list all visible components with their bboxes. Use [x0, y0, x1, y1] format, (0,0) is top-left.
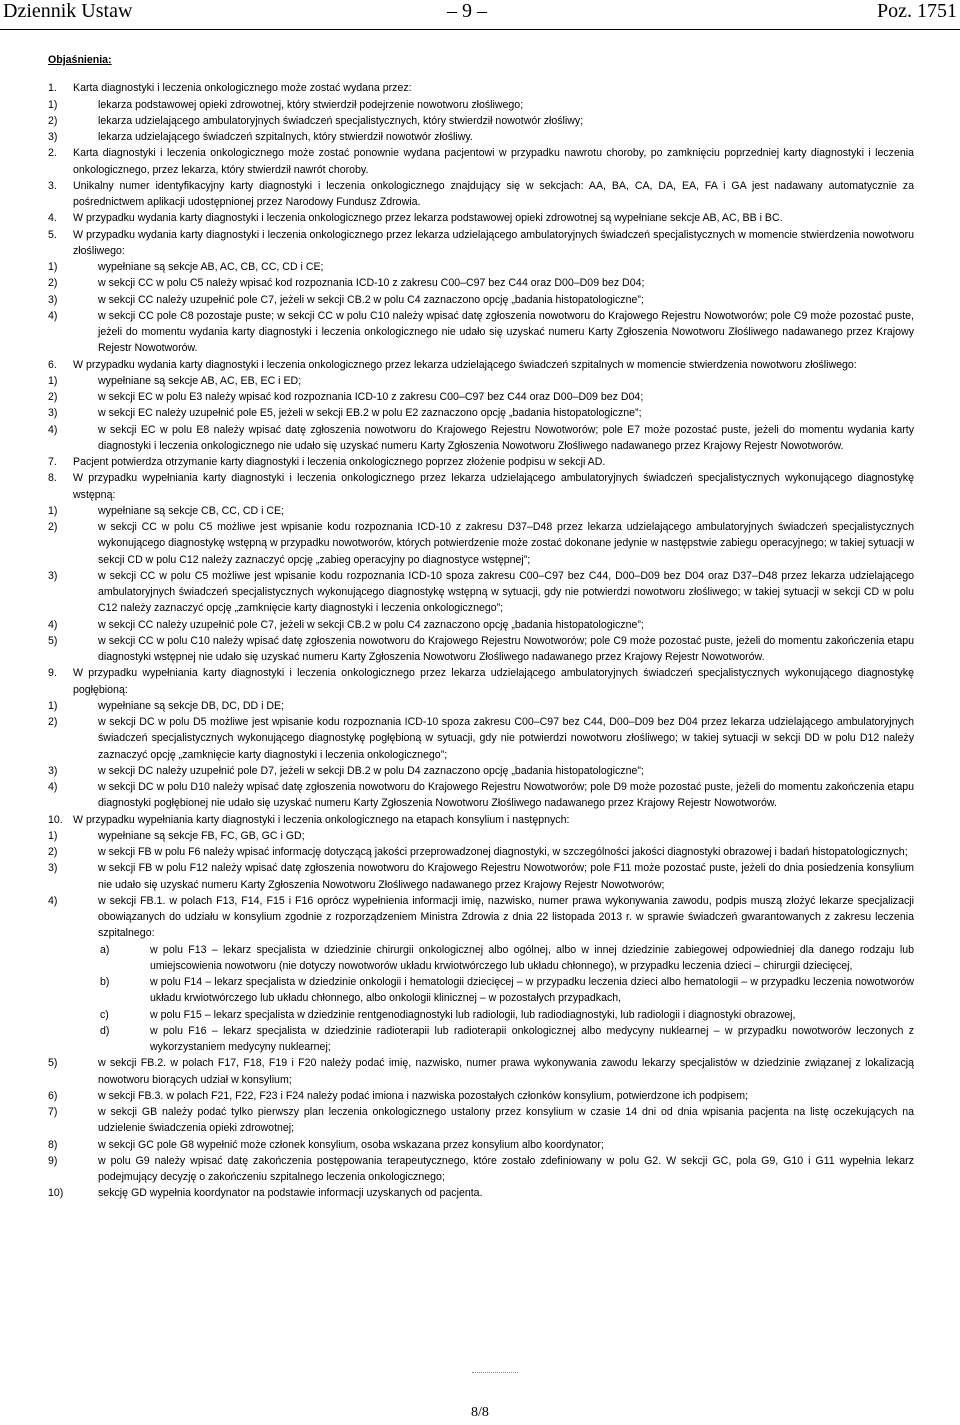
item-number: 6. — [48, 358, 57, 371]
sub-item — [48, 129, 914, 145]
sub-item-text: lekarza podstawowej opieki zdrowotnej, który stwierdził podejrzenie nowotworu złośliwego; — [98, 98, 524, 111]
sub-item-number: 2) — [48, 114, 58, 127]
item-text: Karta diagnostyki i leczenia onkologicznego może zostać wydana przez: — [73, 82, 412, 95]
sub-item-text: w sekcji CC pole C8 pozostaje puste; w sekcji CC w polu C10 należy wpisać datę zgłoszenia nowotworu do Krajowego Rejestru Nowotworów; pole C9 może pozostać puste, jeżeli do momentu wydania karty diagnostyki i leczenia onkologicznego nie udało się uzyskać numeru Karty Zgłoszenia Nowotworu Złośliwego nadawanego przez Krajowy Rejestr Nowotworów. — [98, 309, 914, 355]
sub-item-text: wypełniane są sekcje AB, AC, CB, CC, CD i CE; — [98, 261, 324, 273]
footer-separator — [472, 1372, 518, 1373]
sub-item — [48, 1137, 914, 1153]
page-header — [0, 0, 960, 30]
sub-item — [48, 828, 914, 844]
sub-item-number: 10) — [48, 1187, 64, 1200]
sub-item-text: wypełniane są sekcje FB, FC, GB, GC i GD; — [98, 829, 305, 842]
letter-item-text: w polu F15 – lekarz specjalista w dziedzinie rentgenodiagnostyki lub radiologii, lub radiodiagnostyki, lub radiologii i diagnostyki obrazowej, — [150, 1008, 796, 1021]
sub-item-number: 4) — [48, 618, 58, 631]
sub-item — [48, 779, 914, 812]
sub-item — [48, 1104, 914, 1137]
sub-item-number: 3) — [48, 293, 58, 306]
item-text: W przypadku wypełniania karty diagnostyki i leczenia onkologicznego na etapach konsylium i następnych: — [73, 813, 570, 826]
item-number: 3. — [48, 179, 57, 192]
list-item — [48, 145, 914, 178]
sub-item-text: wypełniane są sekcje AB, AC, EB, EC i ED; — [98, 374, 302, 387]
sub-item — [48, 308, 914, 357]
sub-item-number: 9) — [48, 1154, 58, 1167]
sub-item-number: 4) — [48, 894, 58, 907]
sub-item — [48, 844, 914, 860]
sub-item — [48, 275, 914, 291]
sub-item — [48, 422, 914, 455]
sub-item-number: 6) — [48, 1089, 58, 1102]
letter-item-text: w polu F13 – lekarz specjalista w dziedzinie chirurgii onkologicznej albo ogólnej, albo w innej dziedzinie zabiegowej odpowiedniej dla danego rodzaju lub umiejscowienia nowotworu (nie dotyczy nowotworów układu krwiotwórczego lub układu chłonnego), w przypadku leczenia dzieci – chirurgii dziecięcej, — [150, 943, 914, 972]
sub-item-text: w sekcji FB w polu F6 należy wpisać informację dotyczącą jakości przeprowadzonej diagnostyki, w szczególności jakości diagnostyki obrazowej i badań histopatologicznych; — [98, 846, 908, 858]
sub-item — [48, 860, 914, 893]
sub-item-number: 5) — [48, 634, 58, 647]
list-item — [48, 210, 914, 226]
sub-item-number: 4) — [48, 781, 58, 793]
letter-item — [48, 1023, 914, 1056]
sub-item-number: 2) — [48, 391, 58, 403]
sub-item-text: w sekcji DC w polu D10 należy wpisać datę zgłoszenia nowotworu do Krajowego Rejestru Nowotworów; pole D9 może pozostać puste, jeżeli do momentu zakończenia etapu diagnostyki pogłębionej nie udało się uzyskać numeru Karty Zgłoszenia Nowotworu Złośliwego nadawanego przez Krajowy Rejestr Nowotworów. — [98, 781, 914, 810]
sub-item-text: w sekcji CC należy uzupełnić pole C7, jeżeli w sekcji CB.2 w polu C4 zaznaczono opcję „badania histopatologiczne”; — [98, 618, 644, 631]
sub-item-text: w sekcji FB.3. w polach F21, F22, F23 i F24 należy podać imiona i nazwiska pozostałych członków konsylium, potwierdzone ich podpisem; — [98, 1089, 749, 1102]
list-item — [48, 227, 914, 260]
sub-item-text: w sekcji DC należy uzupełnić pole D7, jeżeli w sekcji DB.2 w polu D4 zaznaczono opcję „badania histopatologiczne”; — [98, 764, 644, 777]
sub-item — [48, 568, 914, 617]
sub-item-text: w sekcji DC w polu D5 możliwe jest wpisanie kodu rozpoznania ICD-10 spoza zakresu C00–C97 bez C44, D00–D09 bez D04 przez lekarza udzielającego ambulatoryjnych świadczeń specjalistycznych wykonującego diagnostykę pogłębioną w sytuacji, gdy nie potwierdzi nowotworu złośliwego; w takiej sytuacji w sekcji DD w polu D12 należy zaznaczyć opcję „zamknięcie karty diagnostyki i leczenia onkologicznego”; — [98, 716, 914, 761]
sub-item — [48, 714, 914, 763]
letter-item-label: a) — [100, 943, 110, 956]
letter-item — [48, 942, 914, 975]
journal-title: Dziennik Ustaw — [3, 0, 133, 22]
sub-item-number: 2) — [48, 716, 58, 728]
sub-item — [48, 893, 914, 942]
sub-item-text: w polu G9 należy wpisać datę zakończenia postępowania terapeutycznego, które zostało zdefiniowany w polu G2. W sekcji GC, pola G9, G10 i G11 wypełnia lekarz podejmujący decyzję o zakończeniu szpitalnego leczenia onkologicznego; — [98, 1154, 914, 1183]
sub-item-number: 4) — [48, 423, 58, 436]
sub-item-text: w sekcji EC należy uzupełnić pole E5, jeżeli w sekcji EB.2 w polu E2 zaznaczono opcję „badania histopatologiczne”; — [98, 407, 642, 420]
sub-item-number: 3) — [48, 764, 58, 777]
sub-item-text: w sekcji CC w polu C5 należy wpisać kod rozpoznania ICD-10 z zakresu C00–C97 bez C44 oraz D00–D09 bez D04; — [98, 277, 645, 290]
sub-item-text: w sekcji FB w polu F12 należy wpisać datę zgłoszenia nowotworu do Krajowego Rejestru Nowotworów; pole F11 może pozostać puste, jeżeli do dnia posiedzenia konsylium nie udało się uzyskać numeru Karty Zgłoszenia Nowotworu Złośliwego nadawanego przez Krajowy Rejestr Nowotworów; — [98, 862, 914, 891]
sub-item — [48, 1153, 914, 1186]
sub-item-text: sekcję GD wypełnia koordynator na podstawie informacji uzyskanych od pacjenta. — [98, 1187, 483, 1200]
sub-item-text: wypełniane są sekcje DB, DC, DD i DE; — [98, 699, 285, 712]
sub-item — [48, 1088, 914, 1104]
list-item — [48, 665, 914, 698]
sub-item-number: 1) — [48, 699, 58, 712]
sub-item-text: w sekcji EC w polu E3 należy wpisać kod rozpoznania ICD-10 z zakresu C00–C97 bez C44 oraz D00–D09 bez D04; — [98, 391, 644, 403]
sub-item — [48, 259, 914, 275]
item-number: 10. — [48, 813, 63, 826]
sub-item-text: w sekcji CC w polu C5 możliwe jest wpisanie kodu rozpoznania ICD-10 spoza zakresu C00–C97 bez C44, D00–D09 bez D04 oraz D37–D48 przez lekarza udzielającego ambulatoryjnych świadczeń specjalistycznych wykonującego diagnostykę wstępną w sytuacji, gdy nie potwierdzi nowotworu złośliwego; w takiej sytuacji w sekcji CD w polu C12 należy zaznaczyć opcję „zamknięcie karty diagnostyki i leczenia onkologicznego”; — [98, 569, 914, 615]
sub-item-number: 7) — [48, 1106, 58, 1118]
list-item — [48, 357, 914, 373]
sub-item-number: 4) — [48, 309, 58, 322]
letter-item-text: w polu F16 – lekarz specjalista w dziedzinie radioterapii lub radioterapii onkologicznej albo medycyny nuklearnej – w przypadku nowotworów leczonych z wykorzystaniem medycyny nuklearnej; — [150, 1024, 914, 1053]
item-number: 1. — [48, 82, 57, 95]
sub-item-text: w sekcji CC należy uzupełnić pole C7, jeżeli w sekcji CB.2 w polu C4 zaznaczono opcję „badania histopatologiczne”; — [98, 293, 644, 306]
letter-item-label: d) — [100, 1024, 110, 1037]
sub-item-number: 1) — [48, 504, 58, 517]
item-text: Unikalny numer identyfikacyjny karty diagnostyki i leczenia onkologicznego znajdujący się w sekcjach: AA, BA, CA, DA, EA, FA i GA jest nadawany automatycznie za pośrednictwem aplikacji udostępnionej przez Narodowy Fundusz Zdrowia. — [73, 179, 914, 208]
sub-item — [48, 389, 914, 405]
item-text: W przypadku wydania karty diagnostyki i leczenia onkologicznego przez lekarza udzielającego świadczeń szpitalnych w momencie stwierdzenia nowotworu złośliwego: — [73, 358, 857, 371]
sub-item — [48, 97, 914, 113]
sub-item-text: lekarza udzielającego świadczeń szpitalnych, który stwierdził nowotwór złośliwy. — [98, 131, 473, 143]
item-text: Pacjent potwierdza otrzymanie karty diagnostyki i leczenia onkologicznego poprzez złożenie podpisu w sekcji AD. — [73, 456, 606, 468]
letter-item-text: w polu F14 – lekarz specjalista w dziedzinie onkologii i hematologii dziecięcej – w przypadku leczenia dzieci albo hematologii – w przypadku leczenia nowotworów układu krwiotwórczego lub układu chłonnego, albo onkologii klinicznej – w pozostałych przypadkach, — [150, 976, 914, 1005]
sub-item-number: 3) — [48, 131, 58, 143]
sub-item — [48, 405, 914, 421]
item-text: W przypadku wydania karty diagnostyki i leczenia onkologicznego przez lekarza udzielającego ambulatoryjnych świadczeń specjalistycznych w momencie stwierdzenia nowotworu złośliwego: — [73, 228, 914, 257]
item-number: 2. — [48, 147, 57, 160]
sub-item — [48, 373, 914, 389]
sub-item-number: 2) — [48, 277, 58, 290]
position-number: Poz. 1751 — [877, 0, 957, 22]
section-title: Objaśnienia: — [48, 54, 112, 66]
item-text: W przypadku wypełniania karty diagnostyki i leczenia onkologicznego przez lekarza udzielającego ambulatoryjnych świadczeń specjalistycznych wykonującego diagnostykę pogłębioną: — [73, 667, 914, 696]
explanations-section — [48, 52, 914, 1202]
sub-item — [48, 519, 914, 568]
sub-item — [48, 633, 914, 666]
sub-item — [48, 763, 914, 779]
list-item — [48, 178, 914, 211]
sub-item-number: 1) — [48, 98, 58, 111]
sub-item-text: w sekcji CC w polu C10 należy wpisać datę zgłoszenia nowotworu do Krajowego Rejestru Nowotworów; pole C9 może pozostać puste, jeżeli do momentu zakończenia etapu diagnostyki wstępnej nie udało się uzyskać numeru Karty Zgłoszenia Nowotworu Złośliwego nadawanego przez Krajowy Rejestr Nowotworów. — [98, 634, 914, 663]
list-item — [48, 470, 914, 503]
letter-item-label: c) — [100, 1008, 109, 1021]
sub-item-number: 3) — [48, 407, 58, 420]
letter-item — [48, 1007, 914, 1023]
sub-item-text: w sekcji CC w polu C5 możliwe jest wpisanie kodu rozpoznania ICD-10 z zakresu D37–D48 przez lekarza udzielającego ambulatoryjnych świadczeń specjalistycznych wykonującego diagnostykę wstępną w przypadku nowotworów, których potwierdzenie może zostać dokonane jedynie w następstwie zabiegu operacyjnego; w takiej sytuacji w sekcji CD w polu C12 należy zaznaczyć opcję „zabieg operacyjny po diagnostyce wstępnej”; — [98, 521, 914, 566]
explanations-list — [48, 80, 914, 1201]
sub-item — [48, 113, 914, 129]
item-text: W przypadku wydania karty diagnostyki i leczenia onkologicznego przez lekarza podstawowej opieki zdrowotnej są wypełniane sekcje AB, AC, BB i BC. — [73, 212, 783, 225]
sub-item — [48, 292, 914, 308]
sub-item-number: 1) — [48, 829, 58, 842]
page-number: – 9 – — [447, 0, 487, 22]
item-number: 8. — [48, 472, 57, 485]
item-number: 4. — [48, 212, 57, 225]
letter-item — [48, 974, 914, 1007]
sub-item-text: w sekcji FB.1. w polach F13, F14, F15 i F16 oprócz wypełnienia informacji imię, nazwisko, numer prawa wykonywania zawodu, podpis muszą złożyć lekarze specjalizacji obowiązanych do udziału w konsylium zgodnie z rozporządzeniem Ministra Zdrowia z dnia 22 listopada 2013 r. w sprawie świadczeń gwarantowanych z zakresu leczenia szpitalnego: — [98, 894, 914, 940]
sub-item-text: w sekcji FB.2. w polach F17, F18, F19 i F20 należy podać imię, nazwisko, numer prawa wykonywania zawodu lekarzy specjalistów w dziedzinie związanej z lokalizacją nowotworu biorących udział w konsylium; — [98, 1057, 914, 1086]
sub-item-text: wypełniane są sekcje CB, CC, CD i CE; — [98, 504, 285, 517]
list-item — [48, 812, 914, 828]
sub-item — [48, 617, 914, 633]
item-number: 9. — [48, 667, 57, 680]
sub-item-number: 1) — [48, 261, 58, 273]
item-number: 5. — [48, 228, 57, 241]
sub-item — [48, 1055, 914, 1088]
sub-item-number: 1) — [48, 374, 58, 387]
header-rule — [0, 29, 960, 30]
item-number: 7. — [48, 456, 57, 468]
list-item — [48, 80, 914, 96]
letter-item-label: b) — [100, 976, 110, 988]
sub-item-number: 8) — [48, 1138, 58, 1151]
sub-item — [48, 503, 914, 519]
sub-item-number: 2) — [48, 846, 58, 858]
sub-item-number: 3) — [48, 862, 58, 875]
sub-item-text: w sekcji GB należy podać tylko pierwszy plan leczenia onkologicznego ustalony przez konsylium w czasie 14 dni od dnia wpisania pacjenta na listę oczekujących na udzielenie świadczenia opieki zdrowotnej; — [98, 1106, 914, 1135]
sub-item-number: 5) — [48, 1057, 58, 1070]
sub-item-number: 2) — [48, 521, 58, 533]
page-footer: 8/8 — [471, 1405, 489, 1420]
item-text: W przypadku wypełniania karty diagnostyki i leczenia onkologicznego przez lekarza udzielającego ambulatoryjnych świadczeń specjalistycznych wykonującego diagnostykę wstępną: — [73, 472, 914, 501]
sub-item — [48, 1185, 914, 1201]
sub-item-text: lekarza udzielającego ambulatoryjnych świadczeń specjalistycznych, który stwierdził nowotwór złośliwy; — [98, 114, 584, 127]
list-item — [48, 454, 914, 470]
item-text: Karta diagnostyki i leczenia onkologicznego może zostać ponownie wydana pacjentowi w przypadku nawrotu choroby, po zamknięciu poprzedniej karty diagnostyki i leczenia onkologicznego, przez lekarza, który stwierdził nawrót choroby. — [73, 147, 914, 176]
sub-item-text: w sekcji GC pole G8 wypełnić może członek konsylium, osoba wskazana przez konsylium albo koordynator; — [98, 1138, 604, 1151]
sub-item — [48, 698, 914, 714]
sub-item-number: 3) — [48, 569, 58, 582]
sub-item-text: w sekcji EC w polu E8 należy wpisać datę zgłoszenia nowotworu do Krajowego Rejestru Nowotworów; pole E7 może pozostać puste, jeżeli do momentu wydania karty diagnostyki i leczenia onkologicznego nie udało się uzyskać numeru Karty Zgłoszenia Nowotworu Złośliwego nadawanego przez Krajowy Rejestr Nowotworów. — [98, 423, 914, 452]
